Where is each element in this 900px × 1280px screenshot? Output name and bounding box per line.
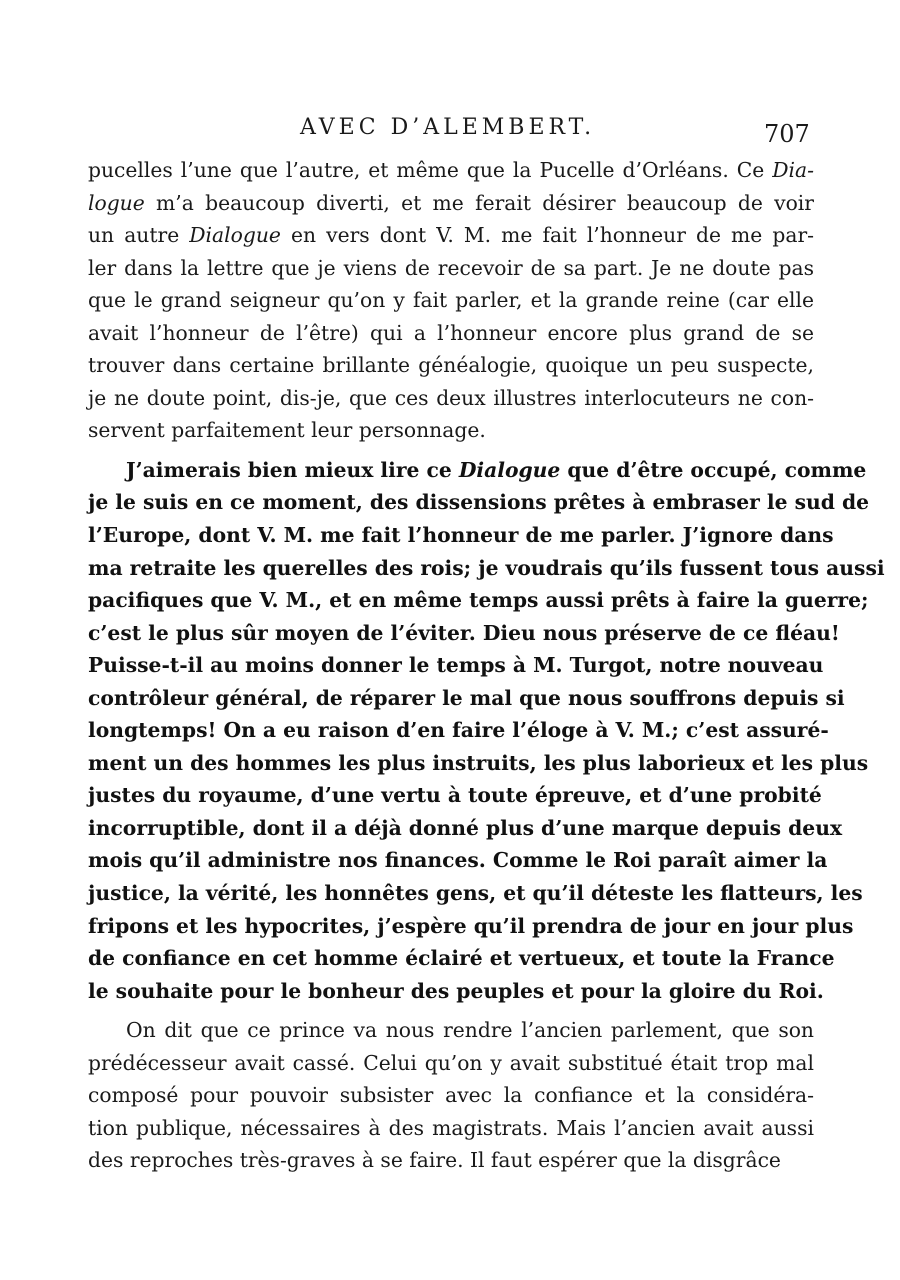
text-line [88, 1112, 814, 1145]
text-segment: justice, la vérité, les honnêtes gens, et qu’il déteste les flatteurs, les [88, 881, 863, 906]
text-segment: ma retraite les querelles des rois; je voudrais qu’ils fussent tous aussi [88, 555, 885, 580]
text-line [88, 682, 845, 715]
text-line [88, 779, 822, 812]
text-segment: m’a beaucoup diverti, et me ferait désirer beaucoup de voir [144, 190, 814, 215]
text-segment: un autre [88, 223, 190, 248]
text-segment: servent parfaitement leur personnage. [88, 418, 486, 443]
text-segment: justes du royaume, d’une vertu à toute épreuve, et d’une probité [88, 783, 822, 808]
text-line [88, 617, 840, 650]
text-segment: en vers dont V. M. me fait l’honneur de me par- [280, 223, 814, 248]
text-line [88, 219, 814, 252]
text-segment: ler dans la lettre que je viens de recevoir de sa part. Je ne doute pas [88, 255, 814, 280]
text-segment: c’est le plus sûr moyen de l’éviter. Dieu nous préserve de ce fléau! [88, 620, 840, 645]
text-line [88, 552, 885, 585]
text-segment: l’Europe, dont V. M. me fait l’honneur de me parler. J’ignore dans [88, 523, 834, 548]
italic-title: logue [88, 190, 145, 215]
text-line [88, 1144, 814, 1177]
text-line [88, 1047, 814, 1080]
text-segment: mois qu’il administre nos finances. Comme le Roi paraît aimer la [88, 848, 828, 873]
running-head: AVEC D’ALEMBERT. [300, 115, 596, 140]
text-segment: incorruptible, dont il a déjà donné plus d’une marque depuis deux [88, 815, 843, 840]
text-line [88, 942, 835, 975]
paragraph-gap [88, 447, 814, 454]
text-segment: ment un des hommes les plus instruits, les plus laborieux et les plus [88, 750, 869, 775]
italic-title: Dia- [772, 158, 814, 182]
italic-title: Dialogue [458, 457, 561, 482]
text-line [88, 584, 869, 617]
text-line [88, 877, 863, 910]
text-segment: composé pour pouvoir subsister avec la confiance et la considéra- [88, 1083, 814, 1108]
text-segment: je le suis en ce moment, des dissensions prêtes à embraser le sud de [88, 490, 870, 515]
text-line [88, 975, 824, 1008]
text-segment: tion publique, nécessaires à des magistrats. Mais l’ancien avait aussi [88, 1115, 814, 1140]
paragraph-gap [88, 1007, 814, 1014]
text-segment: On dit que ce prince va nous rendre l’ancien parlement, que son [126, 1018, 814, 1043]
text-line [88, 812, 843, 845]
text-line [88, 382, 814, 415]
text-segment: fripons et les hypocrites, j’espère qu’il prendra de jour en jour plus [88, 913, 854, 938]
text-segment: que le grand seigneur qu’on y fait parler, et la grande reine (car elle [88, 288, 814, 313]
text-segment: des reproches très-graves à se faire. Il faut espérer que la disgrâce [88, 1148, 781, 1173]
text-segment: pacifiques que V. M., et en même temps aussi prêts à faire la guerre; [88, 588, 869, 613]
text-line [88, 187, 814, 220]
text-segment: pucelles l’une que l’autre, et même que la Pucelle d’Orléans. Ce [88, 158, 773, 182]
text-segment: trouver dans certaine brillante généalogie, quoique un peu suspecte, [88, 353, 814, 378]
text-line [88, 910, 854, 943]
text-segment: que d’être occupé, comme [560, 457, 867, 482]
text-segment: J’aimerais bien mieux lire ce [126, 457, 459, 482]
text-line [88, 154, 814, 187]
text-line [88, 252, 814, 285]
text-line [88, 519, 834, 552]
text-segment: avait l’honneur de l’être) qui a l’honneur encore plus grand de se [88, 320, 814, 345]
text-line [88, 486, 870, 519]
text-segment: longtemps! On a eu raison d’en faire l’éloge à V. M.; c’est assuré- [88, 718, 829, 743]
text-segment: Puisse-t-il au moins donner le temps à M. Turgot, notre nouveau [88, 653, 824, 678]
text-line [88, 649, 824, 682]
text-line [88, 349, 814, 382]
text-line [88, 454, 867, 487]
paragraph [88, 454, 885, 1007]
text-line [88, 714, 829, 747]
text-segment: prédécesseur avait cassé. Celui qu’on y avait substitué était trop mal [88, 1050, 814, 1075]
text-segment: je ne doute point, dis-je, que ces deux illustres interlocuteurs ne con- [88, 385, 814, 410]
text-segment: de confiance en cet homme éclairé et vertueux, et toute la France [88, 946, 835, 971]
paragraph [88, 1014, 814, 1177]
text-line [88, 1079, 814, 1112]
text-line [88, 284, 814, 317]
text-line [88, 844, 828, 877]
text-line [88, 317, 814, 350]
text-line [88, 414, 814, 447]
body-text [88, 154, 885, 1177]
text-line [88, 1014, 814, 1047]
page-number: 707 [764, 120, 810, 148]
text-line [88, 747, 869, 780]
italic-title: Dialogue [189, 223, 281, 248]
text-segment: contrôleur général, de réparer le mal que nous souffrons depuis si [88, 685, 845, 710]
paragraph [88, 154, 814, 447]
text-segment: le souhaite pour le bonheur des peuples et pour la gloire du Roi. [88, 978, 824, 1003]
